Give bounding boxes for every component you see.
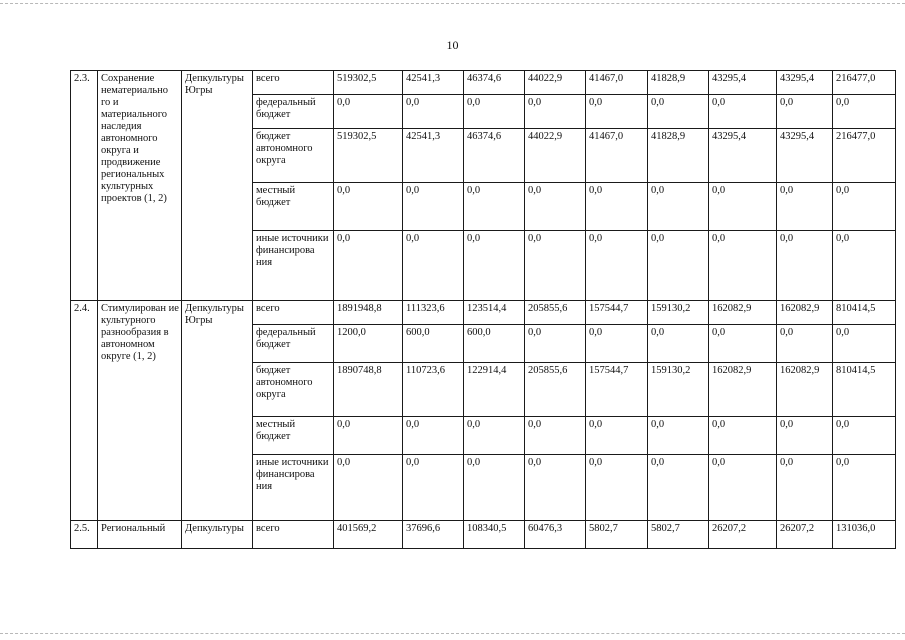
amount-cell: 41828,9 xyxy=(648,129,709,183)
amount-cell: 111323,6 xyxy=(403,301,464,325)
amount-cell: 159130,2 xyxy=(648,301,709,325)
amount-cell: 810414,5 xyxy=(833,363,896,417)
amount-cell: 600,0 xyxy=(403,325,464,363)
amount-cell: 42541,3 xyxy=(403,71,464,95)
amount-cell: 0,0 xyxy=(709,417,777,455)
amount-cell: 0,0 xyxy=(403,231,464,301)
amount-cell: 0,0 xyxy=(586,183,648,231)
amount-cell: 37696,6 xyxy=(403,521,464,549)
amount-cell: 131036,0 xyxy=(833,521,896,549)
page-number: 10 xyxy=(446,38,459,52)
amount-cell: 43295,4 xyxy=(709,71,777,95)
amount-cell: 0,0 xyxy=(464,95,525,129)
amount-cell: 159130,2 xyxy=(648,363,709,417)
table-row xyxy=(71,71,896,95)
table-body xyxy=(71,71,896,549)
amount-cell: 46374,6 xyxy=(464,71,525,95)
amount-cell: 0,0 xyxy=(464,455,525,521)
amount-cell: 0,0 xyxy=(833,455,896,521)
amount-cell: 26207,2 xyxy=(709,521,777,549)
amount-cell: 0,0 xyxy=(648,95,709,129)
amount-cell: 110723,6 xyxy=(403,363,464,417)
amount-cell: 43295,4 xyxy=(777,129,833,183)
amount-cell: 0,0 xyxy=(777,183,833,231)
amount-cell: 0,0 xyxy=(777,231,833,301)
scan-edge-top xyxy=(0,3,905,4)
funding-source: бюджет автономного округа xyxy=(253,129,334,183)
table-row xyxy=(71,521,896,549)
amount-cell: 0,0 xyxy=(777,455,833,521)
amount-cell: 0,0 xyxy=(833,231,896,301)
amount-cell: 1200,0 xyxy=(334,325,403,363)
amount-cell: 0,0 xyxy=(833,95,896,129)
amount-cell: 519302,5 xyxy=(334,129,403,183)
amount-cell: 43295,4 xyxy=(709,129,777,183)
amount-cell: 0,0 xyxy=(525,231,586,301)
funding-source: федеральный бюджет xyxy=(253,325,334,363)
amount-cell: 41467,0 xyxy=(586,71,648,95)
amount-cell: 123514,4 xyxy=(464,301,525,325)
amount-cell: 26207,2 xyxy=(777,521,833,549)
table-row xyxy=(71,301,896,325)
amount-cell: 205855,6 xyxy=(525,363,586,417)
amount-cell: 0,0 xyxy=(648,325,709,363)
amount-cell: 43295,4 xyxy=(777,71,833,95)
amount-cell: 162082,9 xyxy=(777,301,833,325)
funding-source: всего xyxy=(253,521,334,549)
funding-source: местный бюджет xyxy=(253,183,334,231)
section-executor: Депкультуры Югры xyxy=(182,71,253,301)
amount-cell: 0,0 xyxy=(334,455,403,521)
amount-cell: 0,0 xyxy=(403,417,464,455)
amount-cell: 157544,7 xyxy=(586,301,648,325)
amount-cell: 0,0 xyxy=(403,95,464,129)
amount-cell: 108340,5 xyxy=(464,521,525,549)
amount-cell: 0,0 xyxy=(586,455,648,521)
amount-cell: 0,0 xyxy=(777,325,833,363)
amount-cell: 0,0 xyxy=(403,183,464,231)
amount-cell: 216477,0 xyxy=(833,71,896,95)
section-name: Стимулирован ие культурного разнообразия в автономном округе (1, 2) xyxy=(98,301,182,521)
amount-cell: 1891948,8 xyxy=(334,301,403,325)
amount-cell: 162082,9 xyxy=(709,363,777,417)
amount-cell: 157544,7 xyxy=(586,363,648,417)
amount-cell: 0,0 xyxy=(525,325,586,363)
funding-source: иные источники финансирова ния xyxy=(253,455,334,521)
budget-table xyxy=(70,70,896,549)
amount-cell: 0,0 xyxy=(648,417,709,455)
section-number: 2.4. xyxy=(71,301,98,521)
amount-cell: 0,0 xyxy=(833,417,896,455)
amount-cell: 0,0 xyxy=(525,455,586,521)
amount-cell: 0,0 xyxy=(586,231,648,301)
section-name: Сохранение нематериально го и материального наследия автономного округа и продвижение региональных культурных проектов (1, 2) xyxy=(98,71,182,301)
section-executor: Депкультуры xyxy=(182,521,253,549)
amount-cell: 44022,9 xyxy=(525,71,586,95)
amount-cell: 60476,3 xyxy=(525,521,586,549)
amount-cell: 0,0 xyxy=(586,325,648,363)
amount-cell: 0,0 xyxy=(586,417,648,455)
amount-cell: 205855,6 xyxy=(525,301,586,325)
amount-cell: 519302,5 xyxy=(334,71,403,95)
amount-cell: 0,0 xyxy=(777,417,833,455)
amount-cell: 216477,0 xyxy=(833,129,896,183)
amount-cell: 44022,9 xyxy=(525,129,586,183)
amount-cell: 0,0 xyxy=(403,455,464,521)
amount-cell: 0,0 xyxy=(586,95,648,129)
section-number: 2.5. xyxy=(71,521,98,549)
amount-cell: 0,0 xyxy=(464,231,525,301)
amount-cell: 0,0 xyxy=(525,95,586,129)
section-number: 2.3. xyxy=(71,71,98,301)
amount-cell: 0,0 xyxy=(648,231,709,301)
amount-cell: 0,0 xyxy=(648,183,709,231)
amount-cell: 600,0 xyxy=(464,325,525,363)
amount-cell: 0,0 xyxy=(777,95,833,129)
amount-cell: 122914,4 xyxy=(464,363,525,417)
amount-cell: 46374,6 xyxy=(464,129,525,183)
amount-cell: 5802,7 xyxy=(586,521,648,549)
amount-cell: 810414,5 xyxy=(833,301,896,325)
amount-cell: 0,0 xyxy=(709,95,777,129)
amount-cell: 1890748,8 xyxy=(334,363,403,417)
funding-source: всего xyxy=(253,71,334,95)
funding-source: иные источники финансирова ния xyxy=(253,231,334,301)
funding-source: бюджет автономного округа xyxy=(253,363,334,417)
amount-cell: 0,0 xyxy=(709,455,777,521)
amount-cell: 0,0 xyxy=(709,231,777,301)
amount-cell: 0,0 xyxy=(334,417,403,455)
amount-cell: 0,0 xyxy=(648,455,709,521)
amount-cell: 0,0 xyxy=(709,325,777,363)
funding-source: местный бюджет xyxy=(253,417,334,455)
amount-cell: 401569,2 xyxy=(334,521,403,549)
amount-cell: 0,0 xyxy=(334,183,403,231)
funding-source: федеральный бюджет xyxy=(253,95,334,129)
amount-cell: 5802,7 xyxy=(648,521,709,549)
scan-edge-bottom xyxy=(0,633,905,634)
amount-cell: 162082,9 xyxy=(777,363,833,417)
amount-cell: 0,0 xyxy=(525,417,586,455)
amount-cell: 0,0 xyxy=(334,231,403,301)
amount-cell: 42541,3 xyxy=(403,129,464,183)
amount-cell: 0,0 xyxy=(464,183,525,231)
amount-cell: 0,0 xyxy=(709,183,777,231)
section-executor: Депкультуры Югры xyxy=(182,301,253,521)
amount-cell: 0,0 xyxy=(525,183,586,231)
amount-cell: 162082,9 xyxy=(709,301,777,325)
amount-cell: 0,0 xyxy=(464,417,525,455)
amount-cell: 0,0 xyxy=(334,95,403,129)
amount-cell: 0,0 xyxy=(833,325,896,363)
section-name: Региональный xyxy=(98,521,182,549)
funding-source: всего xyxy=(253,301,334,325)
amount-cell: 41828,9 xyxy=(648,71,709,95)
amount-cell: 41467,0 xyxy=(586,129,648,183)
amount-cell: 0,0 xyxy=(833,183,896,231)
